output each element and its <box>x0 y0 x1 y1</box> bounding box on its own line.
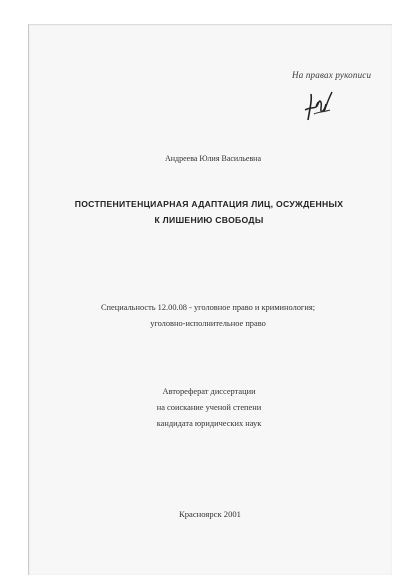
handwritten-signature <box>302 90 338 124</box>
place-year: Красноярск 2001 <box>179 509 241 519</box>
abstract-line: на соискание ученой степени <box>156 403 262 412</box>
abstract-line: кандидата юридических наук <box>156 419 262 428</box>
author-name: Андреева Юлия Васильевна <box>164 154 262 163</box>
abstract-line: Автореферат диссертации <box>162 387 256 396</box>
dissertation-title <box>50 196 368 228</box>
title-line: К ЛИШЕНИЮ СВОБОДЫ <box>154 215 264 225</box>
manuscript-note: На правах рукописи <box>292 70 372 80</box>
title-line: ПОСТПЕНИТЕНЦИАРНАЯ АДАПТАЦИЯ ЛИЦ, ОСУЖДЕННЫХ <box>74 199 344 209</box>
specialty-block <box>66 300 350 332</box>
specialty-line: уголовно-исполнительное право <box>150 319 266 328</box>
specialty-line: Специальность 12.00.08 - уголовное право и криминология; <box>100 303 316 312</box>
abstract-block <box>116 384 302 432</box>
